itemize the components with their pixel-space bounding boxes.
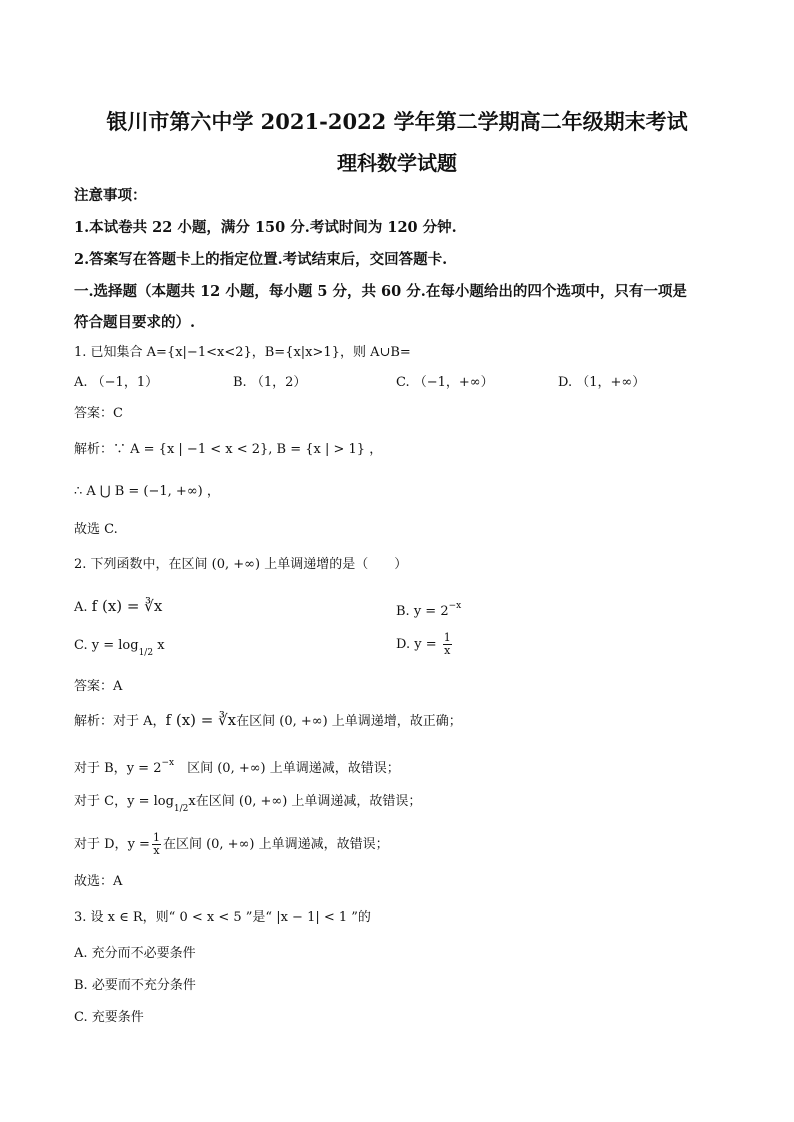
- q2-analysis-b-pre: 对于 B，: [74, 761, 127, 776]
- q2-analysis-d-num: 1: [152, 831, 160, 844]
- q2-option-d: [396, 632, 454, 657]
- q3-option-a: A. 充分而不必要条件: [74, 946, 196, 961]
- q2-option-b: [396, 596, 461, 622]
- notice-item-2: 2.答案写在答题卡上的指定位置.考试结束后，交回答题卡.: [74, 251, 448, 268]
- q2-analysis-a-post: 在区间 (0, +∞) 上单调递增，故正确；: [236, 714, 462, 729]
- q2-option-c-var: x: [157, 638, 165, 653]
- notice-item-1: 1.本试卷共 22 小题，满分 150 分.考试时间为 120 分钟.: [74, 219, 457, 236]
- q2-analysis-c-pre: 对于 C，: [74, 794, 128, 809]
- q3-option-b: B. 必要而不充分条件: [74, 978, 196, 993]
- q1-conclusion: 故选 C.: [74, 522, 118, 537]
- q2-analysis-d-fraction: [152, 832, 161, 857]
- q2-option-a: [74, 596, 162, 618]
- q2-analysis-d-pre: 对于 D，: [74, 837, 128, 852]
- q2-option-d-label: D.: [396, 637, 411, 652]
- q3-stem: 3. 设 x ∈ R，则“ 0 < x < 5 ”是“ |x − 1| < 1 ”的: [74, 910, 371, 925]
- q2-option-c-label: C.: [74, 638, 88, 653]
- q2-analysis-b-exp: −x: [161, 758, 175, 768]
- section-heading-line-2: 符合题目要求的）.: [74, 314, 196, 331]
- q2-option-d-den: x: [444, 644, 451, 657]
- q2-option-d-fraction: [443, 632, 452, 657]
- notice-heading: 注意事项：: [74, 187, 147, 204]
- q2-analysis-d-post: 在区间 (0, +∞) 上单调递减，故错误；: [162, 837, 389, 852]
- q2-option-a-expr: f (x) = ∛x: [91, 597, 163, 615]
- q2-option-a-label: A.: [74, 600, 88, 615]
- q2-option-d-num: 1: [443, 631, 451, 644]
- q2-analysis-c-post: 在区间 (0, +∞) 上单调递减，故错误；: [195, 794, 422, 809]
- q2-analysis-c-expr: y = log: [127, 794, 174, 809]
- q2-analysis-b-expr: y = 2: [126, 761, 162, 776]
- q2-conclusion: 故选：A: [74, 874, 123, 889]
- q2-option-c-expr: y = log: [91, 638, 139, 653]
- q2-analysis-d: [74, 832, 389, 857]
- q2-option-d-prefix: y =: [414, 637, 437, 652]
- q1-analysis-1: 解析：∵ A = {x | −1 < x < 2}, B = {x | > 1} ，: [74, 442, 383, 457]
- q2-option-b-expr: y = 2: [413, 604, 449, 619]
- q1-option-a: A. （−1，1）: [74, 375, 159, 390]
- q1-option-b: B. （1，2）: [233, 375, 307, 390]
- q2-option-c: [74, 636, 165, 663]
- q2-stem: 2. 下列函数中，在区间 (0, +∞) 上单调递增的是（ ）: [74, 557, 408, 572]
- q1-option-d: D. （1，+∞）: [558, 375, 646, 390]
- q2-analysis-a: [74, 710, 462, 732]
- q2-analysis-c-base: 1/2: [173, 804, 189, 814]
- q2-analysis-b: [74, 753, 400, 779]
- exam-title: 银川市第六中学 2021-2022 学年第二学期高二年级期末考试: [106, 109, 688, 134]
- q2-analysis-a-pre: 解析：对于 A，: [74, 714, 166, 729]
- q2-option-c-base: 1/2: [138, 648, 154, 658]
- q2-option-b-label: B.: [396, 604, 410, 619]
- q2-answer: 答案：A: [74, 679, 123, 694]
- q2-analysis-d-den: x: [153, 844, 160, 857]
- q2-analysis-d-prefix: y =: [127, 837, 150, 852]
- q1-answer: 答案：C: [74, 406, 123, 421]
- q1-stem: 1. 已知集合 A={x|−1<x<2}，B={x|x>1}，则 A∪B=: [74, 345, 411, 360]
- q2-option-b-exp: −x: [448, 601, 462, 611]
- q3-option-c: C. 充要条件: [74, 1010, 144, 1025]
- q1-option-c: C. （−1，+∞）: [396, 375, 494, 390]
- q2-analysis-a-expr: f (x) = ∛x: [165, 711, 237, 729]
- section-heading-line-1: 一.选择题（本题共 12 小题，每小题 5 分，共 60 分.在每小题给出的四个选项中，只有一项是: [74, 283, 687, 300]
- q2-analysis-c: [74, 792, 421, 819]
- q2-analysis-c-var: x: [188, 794, 196, 809]
- exam-subtitle: 理科数学试题: [337, 151, 457, 175]
- q1-analysis-2: ∴ A ⋃ B = (−1, +∞) ，: [74, 484, 220, 499]
- q2-analysis-b-post: 区间 (0, +∞) 上单调递减，故错误；: [174, 761, 400, 776]
